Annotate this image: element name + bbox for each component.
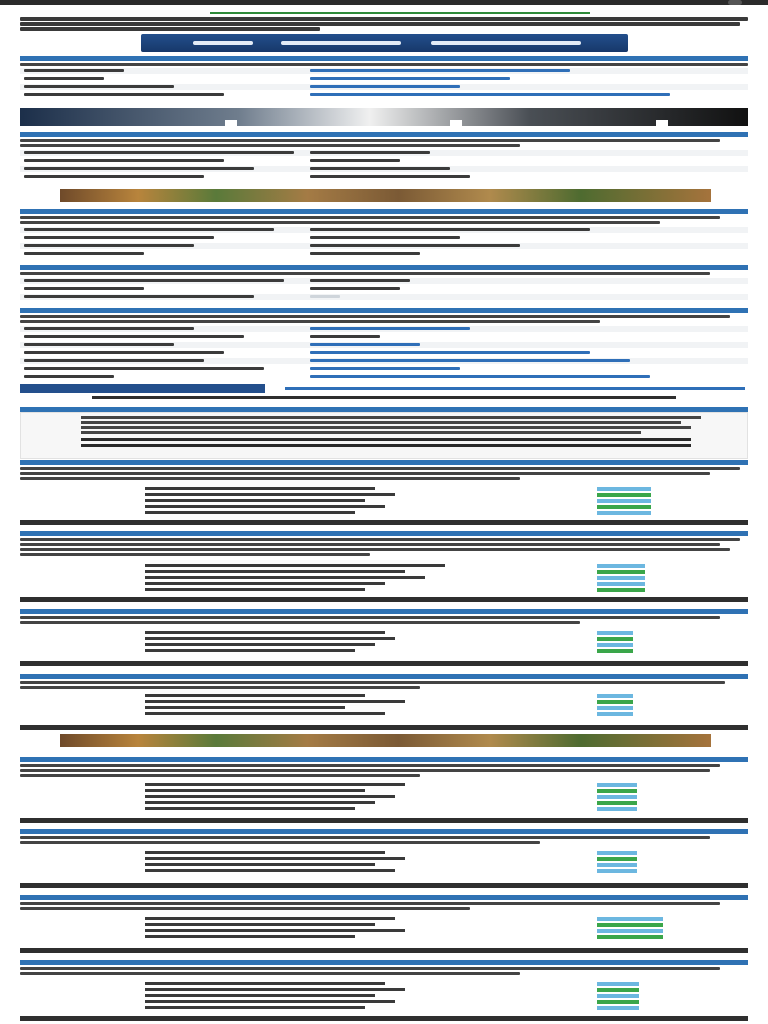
section-title bbox=[24, 264, 484, 270]
section-1 bbox=[20, 56, 748, 104]
quote-box bbox=[20, 412, 748, 459]
table-title bbox=[24, 530, 444, 536]
menu-icon[interactable] bbox=[728, 0, 742, 5]
data-table-1 bbox=[20, 460, 748, 525]
data-table-8 bbox=[20, 960, 748, 1022]
data-table-6 bbox=[20, 829, 748, 889]
table-title bbox=[24, 608, 444, 614]
section-title bbox=[24, 208, 484, 214]
table-title bbox=[24, 673, 444, 679]
table-footer bbox=[20, 818, 748, 823]
data-table-5 bbox=[20, 757, 748, 823]
section-5 bbox=[20, 308, 748, 404]
data-table-7 bbox=[20, 895, 748, 955]
section-title bbox=[24, 55, 484, 61]
field-photo bbox=[60, 189, 711, 202]
section-link[interactable] bbox=[285, 387, 745, 390]
section-banner[interactable] bbox=[20, 384, 265, 393]
table-title bbox=[24, 756, 444, 762]
table-title bbox=[24, 459, 444, 465]
data-table-2 bbox=[20, 531, 748, 603]
top-bar bbox=[0, 0, 768, 5]
photo-strip bbox=[20, 108, 748, 126]
section-title bbox=[24, 131, 484, 137]
divider-band bbox=[92, 396, 676, 399]
table-footer bbox=[20, 948, 748, 953]
table-title bbox=[24, 828, 444, 834]
section-3 bbox=[20, 209, 748, 261]
field-photo bbox=[60, 734, 711, 747]
data-table-3 bbox=[20, 609, 748, 667]
table-footer bbox=[20, 661, 748, 666]
section-title bbox=[24, 307, 484, 313]
title-underline bbox=[210, 12, 590, 14]
table-footer bbox=[20, 597, 748, 602]
table-footer bbox=[20, 1016, 748, 1021]
banner-label bbox=[191, 39, 571, 47]
table-title bbox=[24, 959, 444, 965]
header-banner[interactable] bbox=[141, 34, 628, 52]
section-2 bbox=[20, 132, 748, 184]
intro-paragraph bbox=[20, 16, 748, 32]
data-table-4 bbox=[20, 674, 748, 730]
table-footer bbox=[20, 883, 748, 888]
table-title bbox=[24, 894, 444, 900]
table-footer bbox=[20, 725, 748, 730]
table-footer bbox=[20, 520, 748, 525]
section-4 bbox=[20, 265, 748, 305]
